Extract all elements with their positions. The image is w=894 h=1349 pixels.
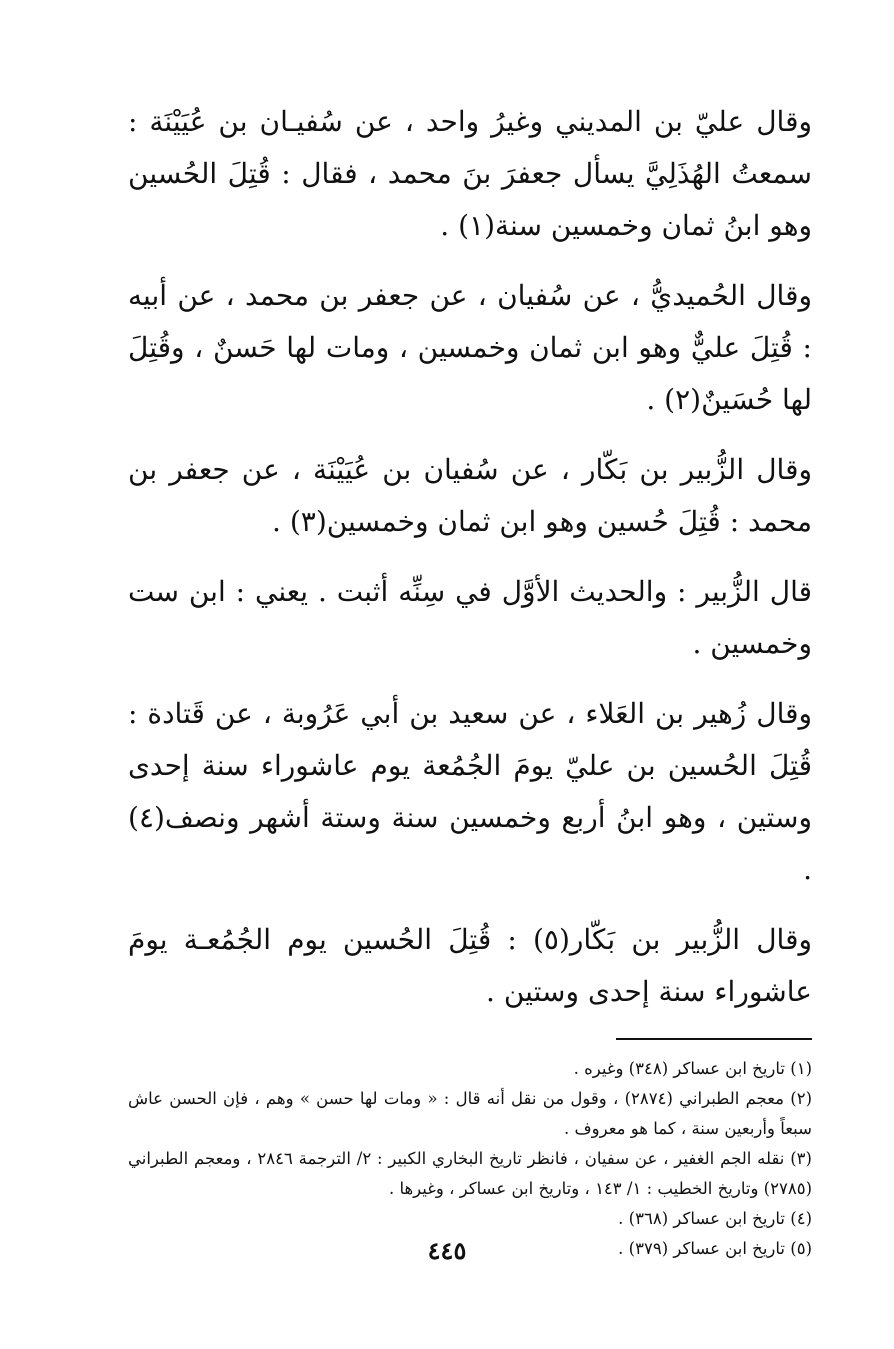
body-paragraph: وقال زُهير بن العَلاء ، عن سعيد بن أبي عَرُوبة ، عن قَتادة : قُتِلَ الحُسين بن عليّ يومَ الجُمُعة يوم عاشوراء سنة إحدى وستين ، وهو ابنُ أربع وخمسين سنة وستة أشهر ونصف(٤) . — [128, 697, 812, 886]
body-paragraph: وقال الزُّبير بن بَكّار ، عن سُفيان بن عُيَيْنَة ، عن جعفر بن محمد : قُتِلَ حُسين وهو ابن ثمان وخمسين(٣) . — [128, 453, 812, 538]
body-paragraph: وقال الحُميديُّ ، عن سُفيان ، عن جعفر بن محمد ، عن أبيه : قُتِلَ عليٌّ وهو ابن ثمان وخمسين ، ومات لها حَسنٌ ، وقُتِلَ لها حُسَينٌ(٢) . — [128, 279, 812, 416]
footnote: (٣) نقله الجم الغفير ، عن سفيان ، فانظر تاريخ البخاري الكبير : ٢/ الترجمة ٢٨٤٦ ، ومعجم الطبراني (٢٧٨٥) وتاريخ الخطيب : ١/ ١٤٣ ، وتاريخ ابن عساكر ، وغيرها . — [128, 1149, 812, 1198]
body-paragraph: وقال الزُّبير بن بَكّار(٥) : قُتِلَ الحُسين يوم الجُمُعـة يومَ عاشوراء سنة إحدى وستين . — [128, 923, 812, 1008]
footnote: (١) تاريخ ابن عساكر (٣٤٨) وغيره . — [573, 1059, 812, 1078]
page-content — [128, 96, 812, 1296]
footnote: (٤) تاريخ ابن عساكر (٣٦٨) . — [618, 1209, 812, 1228]
page-number: ٤٤٥ — [427, 1236, 467, 1265]
body-paragraph: وقال عليّ بن المديني وغيرُ واحد ، عن سُفيـان بن عُيَيْنَة : سمعتُ الهُذَلِيَّ يسأل جعفرَ بنَ محمد ، فقال : قُتِلَ الحُسين وهو ابنُ ثمان وخمسين سنة(١) . — [128, 105, 812, 242]
footnote: (٥) تاريخ ابن عساكر (٣٧٩) . — [618, 1239, 812, 1258]
footnote-separator — [616, 1038, 812, 1040]
footnote: (٢) معجم الطبراني (٢٨٧٤) ، وقول من نقل أنه قال : « ومات لها حسن » وهم ، فإن الحسن عاش سبعاً وأربعين سنة ، كما هو معروف . — [128, 1089, 813, 1138]
body-paragraph: قال الزُّبير : والحديث الأوَّل في سِنِّه أثبت . يعني : ابن ست وخمسين . — [128, 575, 812, 660]
footnotes — [128, 1054, 812, 1264]
